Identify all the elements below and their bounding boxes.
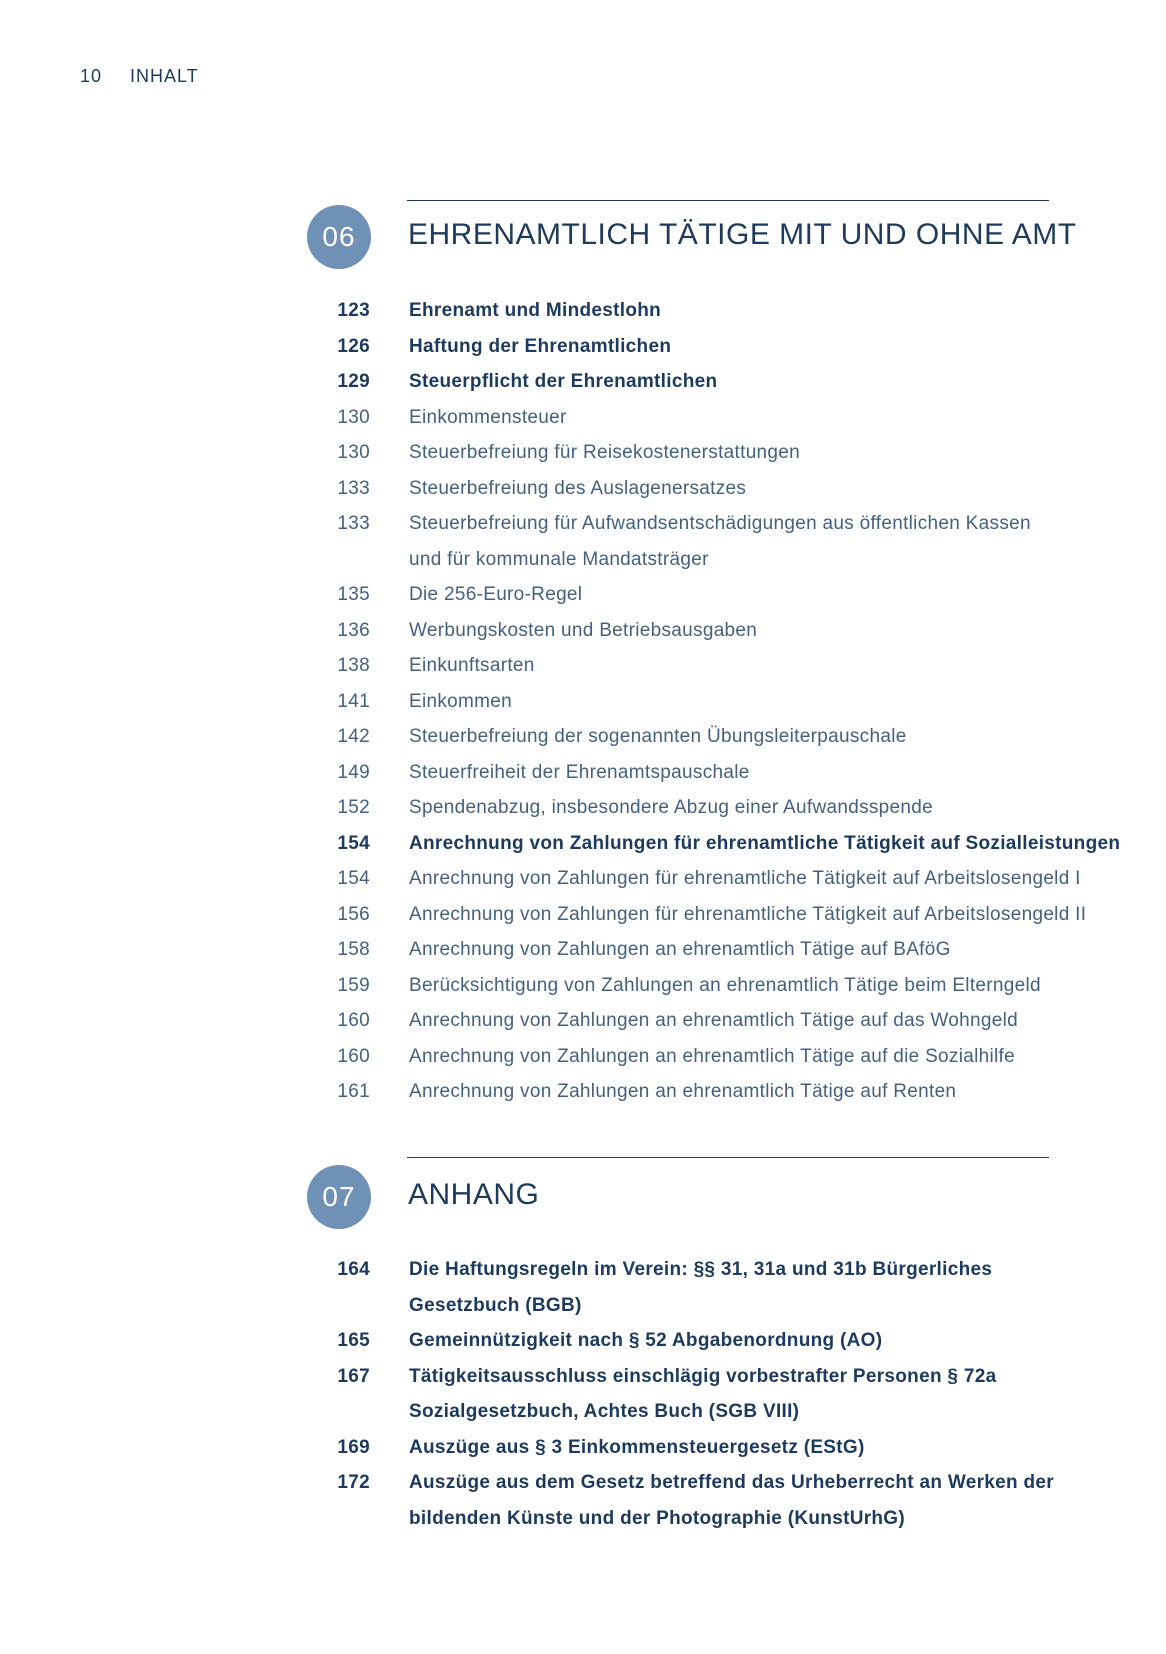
toc-entry-page-number: 123 (337, 300, 370, 321)
toc-entry-title: Ehrenamt und Mindestlohn (409, 300, 662, 321)
section-divider (407, 200, 1049, 201)
section-number-badge: 06 (307, 205, 371, 269)
toc-entry-page-number: 136 (337, 619, 370, 641)
running-head (80, 66, 199, 87)
toc-entries-06 (0, 293, 1166, 1110)
toc-entry-title: Anrechnung von Zahlungen an ehrenamtlich Tätige auf Renten (409, 1081, 957, 1102)
toc-entry[interactable] (0, 364, 1166, 400)
section-title: EHRENAMTLICH TÄTIGE MIT UND OHNE AMT (408, 218, 1077, 251)
toc-entry[interactable] (0, 1074, 1166, 1110)
toc-entry[interactable] (0, 755, 1166, 791)
toc-entry-title: Anrechnung von Zahlungen für ehrenamtliche Tätigkeit auf Arbeitslosengeld I (409, 868, 1081, 889)
toc-entry-title: Steuerbefreiung für Aufwandsentschädigungen aus öffentlichen Kassen und für kommunale Mandatsträger (409, 513, 1031, 570)
toc-entry-title: Einkommensteuer (409, 406, 567, 428)
toc-entry[interactable] (0, 684, 1166, 720)
toc-entry-page-number: 152 (337, 797, 370, 818)
toc-entry-page-number: 142 (337, 726, 370, 747)
toc-entry[interactable] (0, 1359, 1166, 1430)
toc-entry-title: Steuerbefreiung für Reisekostenerstattungen (409, 442, 801, 463)
toc-entry[interactable] (0, 1323, 1166, 1359)
toc-entry-page-number: 141 (337, 690, 370, 712)
toc-entry-page-number: 161 (337, 1081, 370, 1102)
toc-entry[interactable] (0, 435, 1166, 471)
toc-entry-title: Anrechnung von Zahlungen für ehrenamtliche Tätigkeit auf Arbeitslosengeld II (409, 903, 1087, 925)
toc-entry[interactable] (0, 1430, 1166, 1466)
toc-entry[interactable] (0, 790, 1166, 826)
section-number-badge: 07 (307, 1165, 371, 1229)
toc-entry-title: Spendenabzug, insbesondere Abzug einer Aufwandsspende (409, 797, 934, 818)
toc-entry-title: Anrechnung von Zahlungen für ehrenamtliche Tätigkeit auf Sozialleistungen (409, 832, 1121, 854)
toc-entry-page-number: 126 (337, 335, 370, 357)
toc-entry[interactable] (0, 400, 1166, 436)
toc-entry-title: Anrechnung von Zahlungen an ehrenamtlich Tätige auf die Sozialhilfe (409, 1045, 1015, 1067)
toc-entry-page-number: 156 (337, 903, 370, 925)
toc-entry[interactable] (0, 861, 1166, 897)
toc-entry-title: Anrechnung von Zahlungen an ehrenamtlich Tätige auf das Wohngeld (409, 1010, 1018, 1031)
section-title: ANHANG (408, 1178, 540, 1211)
toc-entry-page-number: 172 (337, 1472, 370, 1493)
toc-entry-title: Anrechnung von Zahlungen an ehrenamtlich Tätige auf BAföG (409, 939, 951, 960)
toc-entry-page-number: 154 (337, 868, 370, 889)
toc-entry[interactable] (0, 613, 1166, 649)
toc-entry[interactable] (0, 1039, 1166, 1075)
toc-entry-page-number: 164 (337, 1259, 370, 1280)
toc-entry-title: Einkunftsarten (409, 655, 535, 676)
toc-entry-title: Steuerfreiheit der Ehrenamtspauschale (409, 761, 750, 783)
toc-entry-title: Auszüge aus dem Gesetz betreffend das Urheberrecht an Werken der bildenden Künste und der Photographie (KunstUrhG) (409, 1472, 1054, 1529)
toc-entry[interactable] (0, 471, 1166, 507)
toc-entry[interactable] (0, 506, 1166, 577)
toc-entry-page-number: 154 (337, 832, 370, 854)
toc-entry-page-number: 133 (337, 477, 370, 499)
page-number: 10 (80, 66, 103, 86)
toc-entry-title: Die Haftungsregeln im Verein: §§ 31, 31a und 31b Bürgerliches Gesetzbuch (BGB) (409, 1259, 993, 1316)
section-divider (407, 1157, 1049, 1158)
toc-entry-title: Steuerbefreiung der sogenannten Übungsleiterpauschale (409, 726, 907, 747)
toc-entry-page-number: 159 (337, 974, 370, 996)
toc-entry-page-number: 138 (337, 655, 370, 676)
toc-entry[interactable] (0, 1252, 1166, 1323)
toc-entry-title: Steuerpflicht der Ehrenamtlichen (409, 371, 718, 392)
toc-entry-title: Einkommen (409, 690, 513, 712)
toc-entry-page-number: 130 (337, 406, 370, 428)
running-head-label: INHALT (130, 66, 199, 86)
toc-entry-page-number: 160 (337, 1010, 370, 1031)
toc-entry-page-number: 167 (337, 1365, 370, 1387)
toc-entry-title: Gemeinnützigkeit nach § 52 Abgabenordnung (AO) (409, 1330, 883, 1351)
toc-entry-page-number: 160 (337, 1045, 370, 1067)
toc-entry-page-number: 149 (337, 761, 370, 783)
toc-entry[interactable] (0, 577, 1166, 613)
toc-entry[interactable] (0, 648, 1166, 684)
toc-entry-title: Berücksichtigung von Zahlungen an ehrenamtlich Tätige beim Elterngeld (409, 974, 1041, 996)
toc-entry[interactable] (0, 826, 1166, 862)
toc-entry[interactable] (0, 329, 1166, 365)
toc-entry-title: Auszüge aus § 3 Einkommensteuergesetz (EStG) (409, 1436, 865, 1458)
toc-entry[interactable] (0, 719, 1166, 755)
toc-entry-page-number: 133 (337, 513, 370, 534)
toc-entry[interactable] (0, 932, 1166, 968)
toc-entries-07 (0, 1252, 1166, 1536)
toc-entry-title: Die 256-Euro-Regel (409, 584, 583, 605)
toc-entry-title: Tätigkeitsausschluss einschlägig vorbestrafter Personen § 72a Sozialgesetzbuch, Achtes Buch (SGB VIII) (409, 1365, 997, 1422)
toc-entry-page-number: 169 (337, 1436, 370, 1458)
toc-entry[interactable] (0, 1465, 1166, 1536)
toc-entry[interactable] (0, 1003, 1166, 1039)
toc-entry-page-number: 130 (337, 442, 370, 463)
toc-entry-title: Steuerbefreiung des Auslagenersatzes (409, 477, 747, 499)
toc-entry-page-number: 129 (337, 371, 370, 392)
toc-entry-title: Werbungskosten und Betriebsausgaben (409, 619, 758, 641)
toc-entry-page-number: 158 (337, 939, 370, 960)
toc-entry-page-number: 135 (337, 584, 370, 605)
toc-entry[interactable] (0, 897, 1166, 933)
toc-entry-page-number: 165 (337, 1330, 370, 1351)
toc-entry[interactable] (0, 968, 1166, 1004)
toc-entry-title: Haftung der Ehrenamtlichen (409, 335, 672, 357)
toc-entry[interactable] (0, 293, 1166, 329)
